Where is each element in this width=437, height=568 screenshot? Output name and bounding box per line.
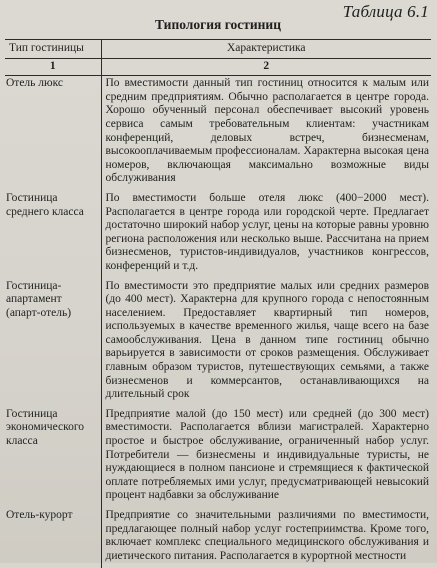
table-caption: Таблица 6.1 [342,2,429,21]
column-header-description: Характеристика [101,40,431,59]
header-row [5,40,431,59]
column-header-type: Тип гостиницы [5,40,101,59]
column-number-row [5,58,431,76]
hotel-type-cell: Гостиница экономического класса [5,407,101,508]
column-number-2: 2 [101,58,431,76]
hotel-description-cell: По вместимости данный тип гостиниц относится к малым или средним предприятиям. Обычно располагается в центре города. Хорошо обученный персонал обеспечивает высокий уровень сервиса самым требовательным клиентам: участникам конференций, деловых встреч, бизнесменам, высокооплачиваемым профессионалам. Характерна высокая цена номеров, включающая максимально возможные виды обслуживания [105,77,429,185]
hotel-type-cell: Отель люкс [5,76,101,191]
hotel-description-cell: Предприятие со значительными различиями по вместимости, предлагающее полный набор услуг гостеприимства. Кроме того, включает комплекс специального медицинского обслуживания и диетического питания. Располагается в курортной местности [105,509,429,562]
table-row [5,508,431,568]
table-row [5,407,431,508]
hotel-description-cell: По вместимости больше отеля люкс (400−2000 мест). Располагается в центре города или городской черте. Предлагает достаточно широкий набор услуг, цены на которые равны уровню региона расположения или несколько выше. Рассчитана на прием бизнесменов, туристов-индивидуалов, участников конгрессов, конференций и т.д. [105,191,429,272]
typology-table [5,39,431,568]
column-number-1: 1 [5,58,101,76]
hotel-type-cell: Гостиница среднего класса [5,191,101,279]
table-row [5,279,431,407]
hotel-description-cell: Предприятие малой (до 150 мест) или средней (до 300 мест) вместимости. Располагается вблизи магистралей. Характерно простое и быстрое обслуживание, ограниченный набор услуг. Потребители — бизнесмены и индивидуальные туристы, не нуждающиеся в полном пансионе и стремящиеся к фактической оплате потребляемых ими услуг, предусматривающей невысокий процент надбавки за обслуживание [105,407,429,502]
table-title: Типология гостиниц [155,17,281,32]
hotel-type-cell: Отель-курорт [5,508,101,568]
table-row [5,191,431,279]
table-row [5,76,431,191]
hotel-description-cell: По вместимости это предприятие малых или средних размеров (до 400 мест). Характерна для крупного города с непостоянным населением. Предоставляет квартирный тип номеров, используемых в качестве временного жилья, чаще всего на базе самообслуживания. Цена в данном типе гостиниц обычно варьируется в зависимости от сроков размещения. Обслуживает главным образом туристов, путешествующих семьями, а также бизнесменов и коммерсантов, останавливающихся на длительный срок [105,279,429,401]
hotel-type-cell: Гостиница-апартамент (апарт-отель) [5,279,101,407]
